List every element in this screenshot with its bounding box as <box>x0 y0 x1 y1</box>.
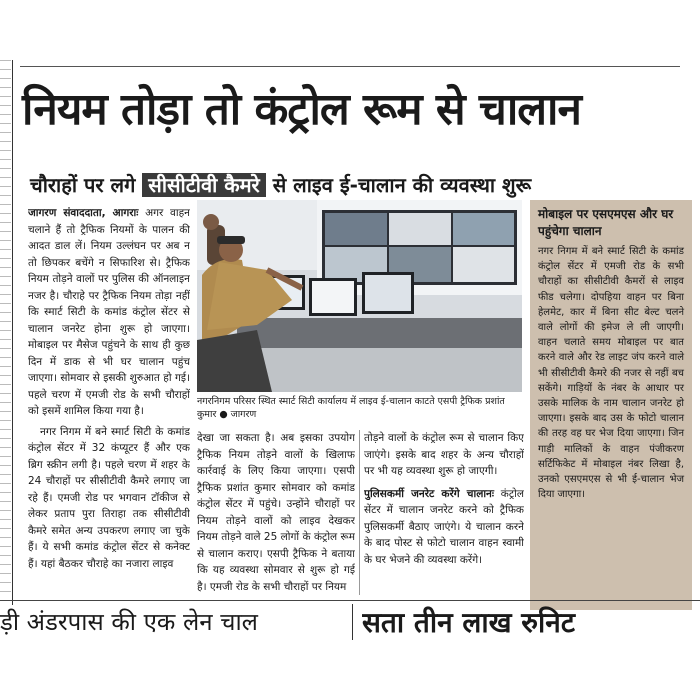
adjacent-column-text <box>0 60 11 605</box>
col3-body: तोड़ने वालों के कंट्रोल रूम से चालान किए जाएंगे। इसके बाद शहर के अन्य चौराहों पर भी यह व्यवस्था शुरू हो जाएगी। <box>364 432 524 477</box>
column-rule <box>352 604 353 640</box>
subhead-before: चौराहों पर लगे <box>30 173 136 197</box>
article-column-1 <box>28 205 190 605</box>
col3-body2: कंट्रोल सेंटर में चालान जनरेट करने को ट्रैफिक पुलिसकर्मी बैठाए जाएंगे। ये चालान करने के बाद पोस्ट से फोटो चालान वाहन स्वामी के घर भेजने की व्यवस्था करेंगे। <box>364 487 524 566</box>
col1-body: अगर वाहन चलाने हैं तो ट्रैफिक नियमों के पालन की आदत डाल लें। नियम उल्लंघन पर अब न तो छिपकर बचेंगे न सिफारिश से। ट्रैफिक नियम तोड़ने वालों पर पुलिस की ऑनलाइन नजर है। चौराहे पर ट्रैफिक नियम तोड़ा नहीं कि स्मार्ट सिटी के कमांड कंट्रोल सेंटर से चालान जनरेट होना शुरू हो जाएगा। मोबाइल पर मैसेज पहुंचने के साथ ही कुछ दिन में डाक से भी घर चालान पहुंच जाएगा। सोमवार से इसकी शुरुआत हो गई। पहले चरण में एमजी रोड के सभी चौराहों को इसमें शामिल किया गया है। <box>28 207 190 417</box>
adjacent-headline-right: सता तीन लाख रुनिट <box>362 606 575 639</box>
control-room-photo <box>197 200 522 392</box>
sidebar-title: मोबाइल पर एसएमएस और घर पहुंचेगा चालान <box>538 207 674 238</box>
column-rule <box>359 430 360 595</box>
col1-body2: नगर निगम में बने स्मार्ट सिटी के कमांड कंट्रोल सेंटर में 32 कंप्यूटर हैं और एक ब्रिग स्क्रीन लगी है। पहले चरण में शहर के 24 चौराहों पर सीसीटीवी कैमरे लगाए जा रहे हैं। एमजी रोड पर भगवान टॉकीज से लेकर प्रताप पुरा तिराहा तक सीसीटीवी कैमरे समेत अन्य उपकरण लगाए जा चुके हैं। ये सभी कमांड कंट्रोल सेंटर से कनेक्ट हैं। यहां बैठकर चौराहे का नजारा लाइव <box>28 425 190 570</box>
article-column-2 <box>197 430 355 600</box>
bottom-rule <box>0 600 700 601</box>
subhead-after: से लाइव ई-चालान की व्यवस्था शुरू <box>272 173 532 197</box>
dateline: जागरण संवाददाता, आगराः <box>28 207 139 219</box>
col2-body: देखा जा सकता है। अब इसका उपयोग ट्रैफिक नियम तोड़ने वालों के खिलाफ कार्रवाई के लिए किया जाएगा। एसपी ट्रैफिक प्रशांत कुमार सोमवार को कमांड कंट्रोल सेंटर में पहुंचे। उन्होंने चौराहों पर नियम तोड़ने वालों को लाइव देखकर नियम तोड़ने वाले 25 लोगों के कंट्रोल रूम से चालान कराए। एसपी ट्रैफिक ने बताया कि यह व्यवस्था सोमवार से शुरू हो गई है। एमजी रोड के सभी चौराहों पर नियम <box>197 432 355 593</box>
subhead-highlight: सीसीटीवी कैमरे <box>142 173 265 197</box>
adjacent-headline-left: ड़ी अंडरपास की एक लेन चाल <box>0 608 258 636</box>
subhead <box>30 168 690 202</box>
column-rule <box>12 60 13 605</box>
col3-subheading: पुलिसकर्मी जनरेट करेंगे चालानः <box>364 487 494 500</box>
sidebar-box <box>530 200 692 610</box>
article-column-3 <box>364 430 524 600</box>
headline: नियम तोड़ा तो कंट्रोल रूम से चालान <box>22 84 581 135</box>
photo-caption: नगरनिगम परिसर स्थित स्मार्ट सिटी कार्यालय में लाइव ई-चालान काटते एसपी ट्रैफिक प्रशांत कुमार ● जागरण <box>197 396 505 420</box>
sidebar-text: नगर निगम में बने स्मार्ट सिटी के कमांड कंट्रोल सेंटर में एमजी रोड के सभी चौराहों का सीसीटीवी कैमरों से लाइव फीड चलेगा। दोपहिया वाहन पर बिना हेलमेट, कार में बिना सीट बेल्ट चलने वाले लोगों की इमेज ले ली जाएगी। वाहन चलाते समय मोबाइल पर बात करने वाले और रेड लाइट जंप करने वाले भी सीसीटीवी कैमरे की नजर से नहीं बच सकेंगे। गाड़ियों के नंबर के आधार पर उसके मालिक के नाम चालान जनरेट हो जाएगा। इसके बाद उस के फोटो चालान की तरह वह घर भेज दिया जाएगा। जिन गाड़ी मालिकों के वाहन पंजीकरण सर्टिफिकेट में मोबाइल नंबर लिखा है, उनको एसएमएस से भी ई-चालान भेज दिया जाएगा। <box>538 246 684 501</box>
top-rule <box>20 66 680 67</box>
